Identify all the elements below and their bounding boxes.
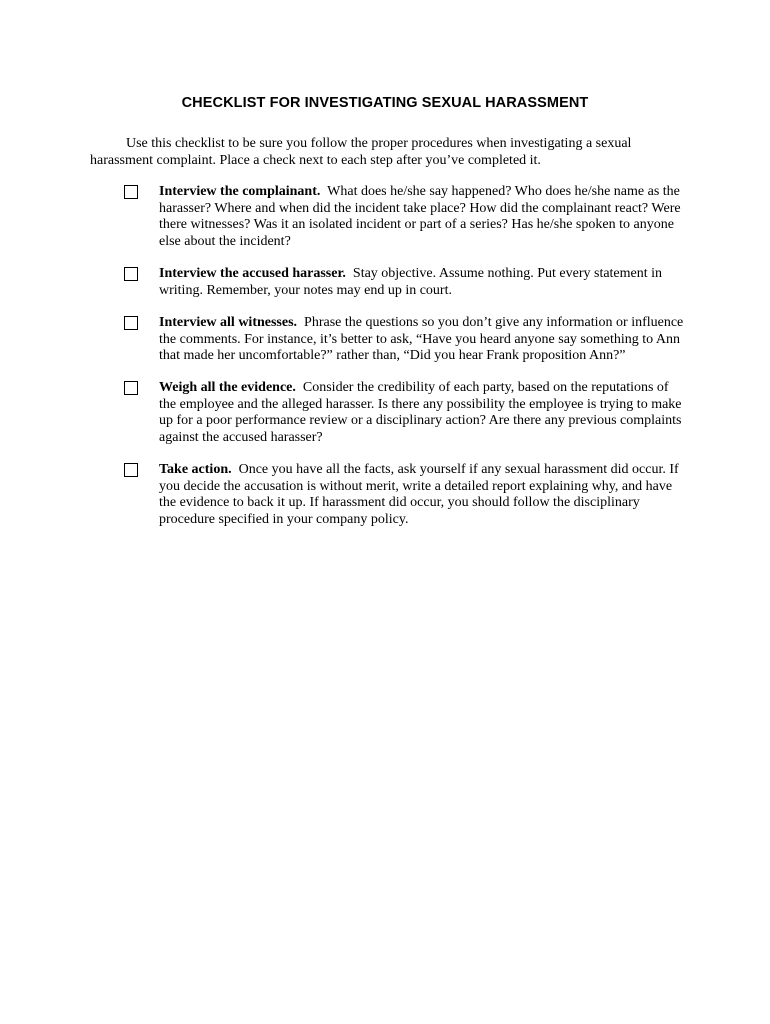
checklist-item-body: What does he/she say happened? Who does he/she name as the harasser? Where and when did the incident take place? How did the complainant react? Were there witnesses? Was it an isolated incident or part of a series? Has he/she spoken to anyone else about the incident? [159,184,681,249]
checklist-item-text [159,266,689,299]
checklist-item-heading: Interview the complainant. [159,184,321,199]
checklist-item-heading: Take action. [159,462,232,477]
checklist-item-text [159,315,689,365]
intro-line-2: harassment complaint. Place a check next to each step after you’ve completed it. [90,152,541,168]
intro-line-1: Use this checklist to be sure you follow the proper procedures when investigating a sexual [126,136,632,151]
checklist-item-text [159,380,689,446]
checklist-item-text [159,184,689,250]
checkbox-interview-witnesses[interactable] [124,316,138,330]
intro-paragraph [90,136,690,169]
checklist-item-body: Consider the credibility of each party, based on the reputations of the employee and the alleged harasser. Is there any possibility the employee is trying to make up for a poor performance review or a disciplinary action? Are there any previous complaints against the accused harasser? [159,380,682,445]
checkbox-weigh-evidence[interactable] [124,381,138,395]
checklist-item-heading: Interview the accused harasser. [159,266,346,281]
checkbox-interview-accused[interactable] [124,267,138,281]
checkbox-take-action[interactable] [124,463,138,477]
checklist-item-body: Phrase the questions so you don’t give any information or influence the comments. For instance, it’s better to ask, “Have you heard anyone say something to Ann that made her uncomfortable?” rather than, “Did you hear Frank proposition Ann?” [159,315,684,363]
checklist-item-text [159,462,689,528]
checklist-item-body: Once you have all the facts, ask yourself if any sexual harassment did occur. If you decide the accusation is without merit, write a detailed report explaining why, and have the evidence to back it up. If harassment did occur, you should follow the disciplinary procedure specified in your company policy. [159,462,679,527]
checklist-item-body: Stay objective. Assume nothing. Put every statement in writing. Remember, your notes may end up in court. [159,266,663,298]
document-title: CHECKLIST FOR INVESTIGATING SEXUAL HARASSMENT [181,95,589,111]
checkbox-interview-complainant[interactable] [124,185,138,199]
checklist-item-heading: Interview all witnesses. [159,315,298,330]
checklist-item-heading: Weigh all the evidence. [159,380,296,395]
